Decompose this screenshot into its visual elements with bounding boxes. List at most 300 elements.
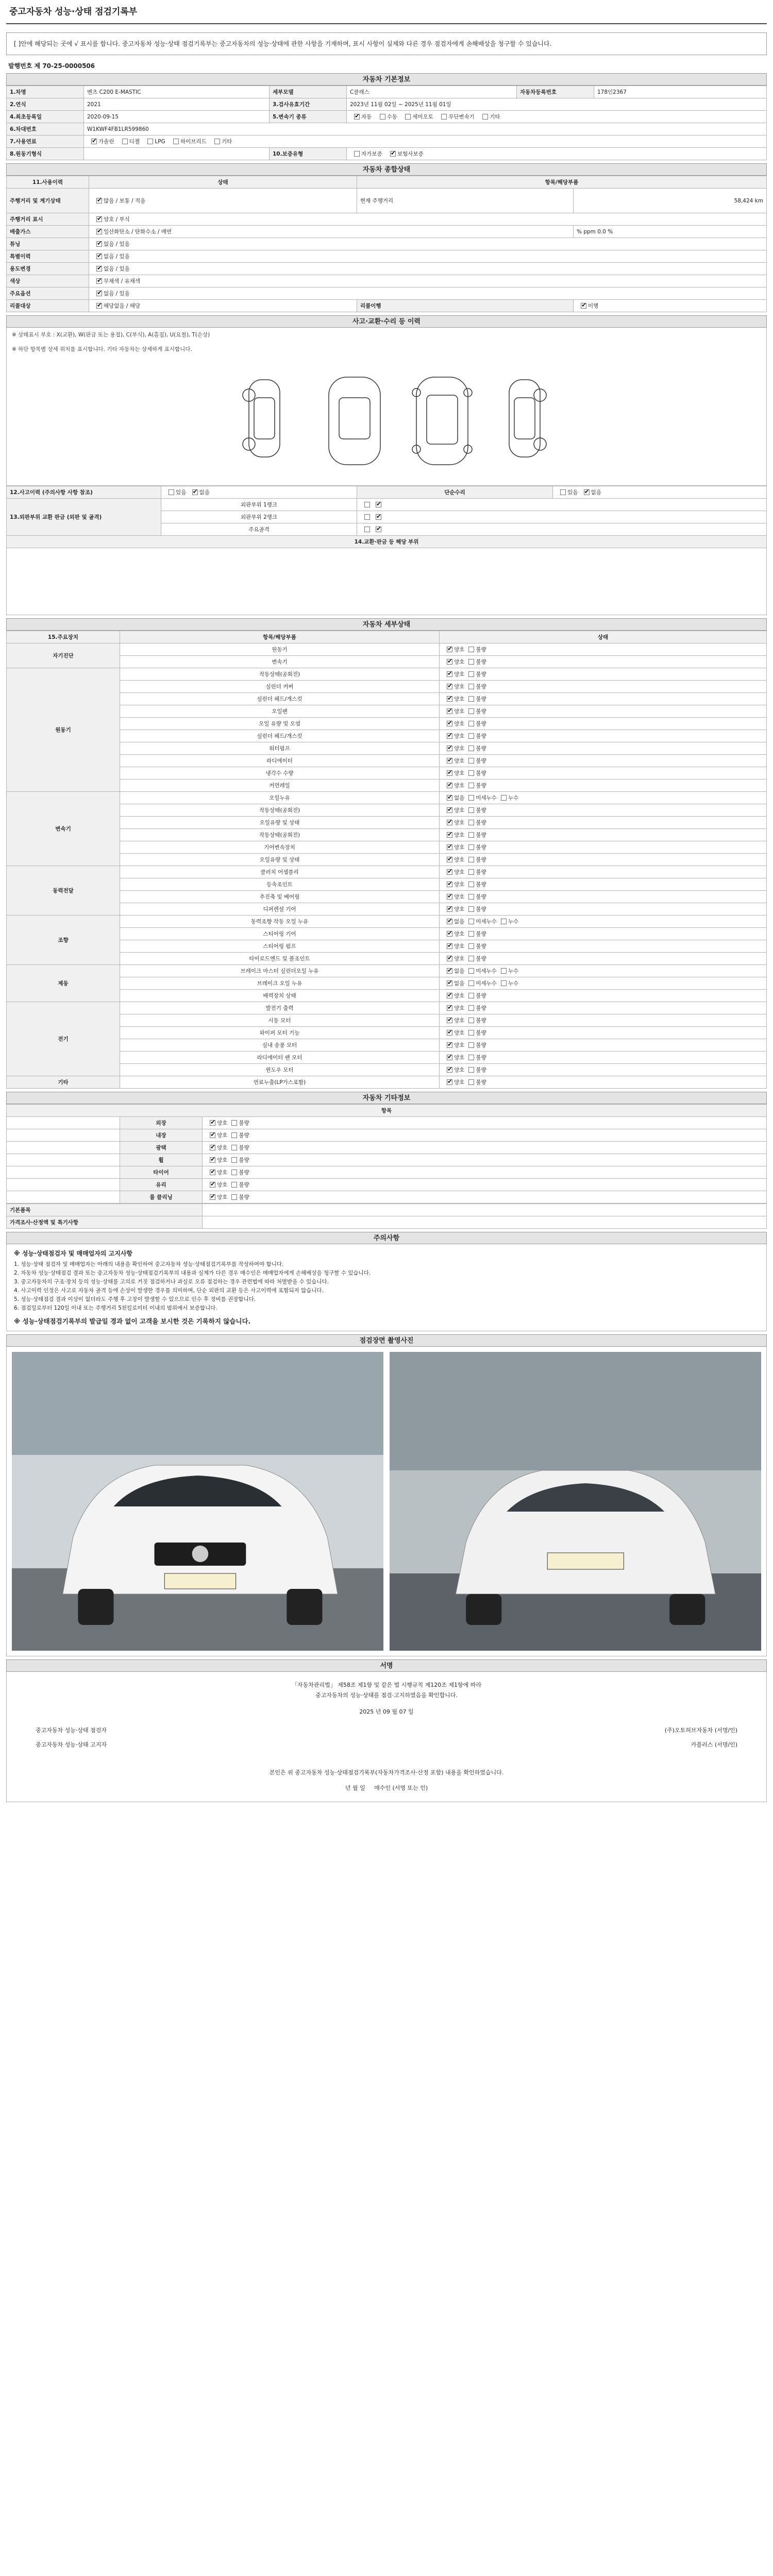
checkbox[interactable] bbox=[468, 783, 474, 788]
checkbox-label: 누수 bbox=[508, 795, 519, 801]
checkbox[interactable] bbox=[468, 1005, 474, 1011]
detail-item-state bbox=[440, 1076, 767, 1089]
checkbox[interactable] bbox=[447, 758, 452, 764]
checkbox-label: 양호 bbox=[454, 869, 465, 875]
detail-item-state bbox=[440, 854, 767, 866]
checkbox[interactable] bbox=[468, 820, 474, 825]
checkbox[interactable] bbox=[96, 229, 102, 234]
detail-item-state bbox=[440, 730, 767, 742]
checkbox[interactable] bbox=[468, 733, 474, 739]
checkbox[interactable] bbox=[447, 745, 452, 751]
detail-row bbox=[7, 829, 767, 841]
checkbox[interactable] bbox=[380, 114, 385, 120]
detail-row bbox=[7, 1052, 767, 1064]
detail-item-state bbox=[440, 1064, 767, 1076]
checkbox[interactable] bbox=[468, 696, 474, 702]
checkbox[interactable] bbox=[501, 968, 507, 974]
checkbox[interactable] bbox=[390, 151, 396, 157]
checkbox[interactable] bbox=[231, 1145, 237, 1150]
detail-item-name: 스티어링 기어 bbox=[120, 928, 440, 940]
detail-row bbox=[7, 953, 767, 965]
checkbox[interactable] bbox=[468, 1018, 474, 1023]
checkbox[interactable] bbox=[364, 502, 370, 507]
checkbox-label: 양호 bbox=[454, 956, 465, 962]
checkbox[interactable] bbox=[354, 151, 360, 157]
checkbox[interactable] bbox=[468, 968, 474, 974]
checkbox[interactable] bbox=[468, 807, 474, 813]
checkbox[interactable] bbox=[468, 943, 474, 949]
checkbox-label: 불량 bbox=[476, 1055, 486, 1061]
checkbox[interactable] bbox=[447, 807, 452, 813]
detail-item-name: 오일유량 및 상태 bbox=[120, 817, 440, 829]
basic-info-table bbox=[6, 86, 767, 160]
checkbox[interactable] bbox=[468, 869, 474, 875]
header-usage: 11.사용이력 bbox=[7, 176, 89, 189]
checkbox[interactable] bbox=[468, 1042, 474, 1048]
checkbox[interactable] bbox=[468, 919, 474, 924]
general-item: 주행거리 및 계기상태 bbox=[7, 189, 89, 213]
detail-item-name: 작동상태(공회전) bbox=[120, 829, 440, 841]
detail-row bbox=[7, 965, 767, 977]
general-row: 배출가스 ✔ 일산화탄소 / 탄화수소 / 매연 % ppm 0.0 % bbox=[7, 226, 767, 238]
other-item-name: 내장 bbox=[120, 1129, 203, 1142]
other-row bbox=[7, 1129, 767, 1142]
checkbox-label: 양호 bbox=[454, 844, 465, 851]
caution-line: 6. 점검일로부터 120일 이내 또는 주행거리 5천킬로미터 이내의 범위에서 보증합니다. bbox=[14, 1305, 217, 1311]
caution-line: 5. 성능·상태점검 결과 이상이 없더라도 주행 후 고장이 발생할 수 있으므로 인수 후 정비를 권장합니다. bbox=[14, 1296, 256, 1302]
checkbox[interactable] bbox=[214, 139, 220, 144]
detail-item-name: 실린더 커버 bbox=[120, 681, 440, 693]
detail-row bbox=[7, 643, 767, 656]
checkbox-label: 양호 bbox=[454, 857, 465, 863]
detail-item-state bbox=[440, 1027, 767, 1039]
checkbox[interactable] bbox=[447, 882, 452, 887]
checkbox[interactable] bbox=[447, 783, 452, 788]
checkbox[interactable] bbox=[468, 671, 474, 677]
checkbox[interactable] bbox=[210, 1194, 215, 1200]
basic-row-year bbox=[7, 98, 767, 111]
detail-item-state bbox=[440, 804, 767, 817]
detail-row bbox=[7, 681, 767, 693]
checkbox[interactable] bbox=[447, 1042, 452, 1048]
value-first-reg: 2020-09-15 bbox=[84, 111, 270, 123]
checkbox[interactable] bbox=[96, 198, 102, 204]
checkbox-label: 불량 bbox=[476, 906, 486, 912]
value-sub-model: C클래스 bbox=[347, 86, 517, 98]
checkbox[interactable] bbox=[447, 820, 452, 825]
checkbox[interactable] bbox=[468, 1067, 474, 1073]
detail-row bbox=[7, 1076, 767, 1089]
checkbox[interactable] bbox=[447, 919, 452, 924]
detail-item-state bbox=[440, 767, 767, 779]
checkbox[interactable] bbox=[447, 1030, 452, 1036]
sign-statement-2: 중고자동차의 성능·상태를 점검·고지하였음을 확인합니다. bbox=[315, 1692, 458, 1699]
checkbox[interactable] bbox=[468, 708, 474, 714]
checkbox[interactable] bbox=[468, 659, 474, 665]
other-row bbox=[7, 1166, 767, 1179]
checkbox-label: 양호 bbox=[454, 770, 465, 776]
checkbox-label: 누수 bbox=[508, 968, 519, 974]
checkbox-label: 양호 bbox=[217, 1194, 228, 1200]
checkbox-label: 불량 bbox=[476, 659, 486, 665]
checkbox-label: 불량 bbox=[476, 993, 486, 999]
general-row: 특별이력 ✔ 없음 / 있음 bbox=[7, 250, 767, 263]
detail-item-state bbox=[440, 1002, 767, 1014]
checkbox-label: 불량 bbox=[476, 696, 486, 702]
checkbox[interactable] bbox=[501, 980, 507, 986]
detail-item-name: 라디에이터 bbox=[120, 755, 440, 767]
detail-item-state bbox=[440, 940, 767, 953]
checkbox[interactable] bbox=[468, 1055, 474, 1060]
checkbox[interactable] bbox=[447, 943, 452, 949]
checkbox[interactable] bbox=[96, 303, 102, 309]
general-row: 주요옵션 ✔ 없음 / 있음 bbox=[7, 287, 767, 300]
checkbox[interactable] bbox=[468, 684, 474, 689]
general-row: 색상 ✔ 무채색 / 유채색 bbox=[7, 275, 767, 287]
checkbox[interactable] bbox=[447, 708, 452, 714]
checkbox[interactable] bbox=[210, 1120, 215, 1126]
checkbox[interactable] bbox=[192, 489, 198, 495]
general-row: 주행거리 표시 ✔ 양호 / 부식 bbox=[7, 213, 767, 226]
checkbox[interactable] bbox=[96, 291, 102, 296]
car-diagram bbox=[7, 357, 766, 485]
checkbox[interactable] bbox=[210, 1157, 215, 1163]
checkbox[interactable] bbox=[584, 489, 590, 495]
checkbox-label: 양호 bbox=[454, 783, 465, 789]
checkbox[interactable] bbox=[468, 857, 474, 862]
checkbox[interactable] bbox=[354, 114, 360, 120]
caution-line: 3. 중고자동차의 구조·장치 등의 성능·상태를 고의로 거짓 점검하거나 과실로 오류 점검하는 경우 관련법에 따라 처벌받을 수 있습니다. bbox=[14, 1279, 329, 1285]
checkbox[interactable] bbox=[376, 502, 381, 507]
checkbox[interactable] bbox=[468, 758, 474, 764]
checkbox[interactable] bbox=[447, 894, 452, 900]
checkbox[interactable] bbox=[231, 1182, 237, 1188]
detail-group-name: 기타 bbox=[7, 1076, 120, 1089]
other-row bbox=[7, 1179, 767, 1191]
checkbox[interactable] bbox=[468, 931, 474, 937]
section-sign-title: 서명 bbox=[6, 1659, 767, 1672]
checkbox[interactable] bbox=[447, 1079, 452, 1085]
detail-row bbox=[7, 792, 767, 804]
basic-row-vin bbox=[7, 123, 767, 135]
checkbox[interactable] bbox=[447, 993, 452, 998]
checkbox[interactable] bbox=[96, 253, 102, 259]
checkbox-label: 양호 bbox=[454, 894, 465, 900]
detail-item-name: 오일유량 및 상태 bbox=[120, 854, 440, 866]
label-transmission: 5.변속기 종류 bbox=[270, 111, 347, 123]
detail-item-state bbox=[440, 718, 767, 730]
checkbox[interactable] bbox=[447, 844, 452, 850]
detail-item-state bbox=[440, 903, 767, 916]
checkbox[interactable] bbox=[364, 514, 370, 520]
checkbox[interactable] bbox=[405, 114, 411, 120]
checkbox-label: 미세누수 bbox=[476, 795, 497, 801]
checkbox[interactable] bbox=[468, 882, 474, 887]
accident-table: 12.사고이력 (주의사항 사항 참조) 있음 ✔ 없음 단순수리 있음 ✔ 없음 13.외판부위 교환 판금 (외판 및 골격) 외판부위 1랭크 ✔ 외판부위 2랭크 ✔ 주요골격 ✔ 14.교환·판금 등 해당 부위 bbox=[6, 486, 767, 615]
car-top-rear-icon bbox=[412, 377, 472, 465]
label-year: 2.연식 bbox=[7, 98, 84, 111]
detail-item-name: 실린더 헤드/개스킷 bbox=[120, 693, 440, 705]
checkbox-label: 양호 bbox=[217, 1157, 228, 1163]
checkbox[interactable] bbox=[231, 1170, 237, 1175]
checkbox[interactable] bbox=[210, 1170, 215, 1175]
checkbox[interactable] bbox=[447, 659, 452, 665]
other-row bbox=[7, 1117, 767, 1129]
detail-group-name: 변속기 bbox=[7, 792, 120, 866]
checkbox[interactable] bbox=[501, 795, 507, 801]
other-item-name: 유리 bbox=[120, 1179, 203, 1191]
inspection-photo-front bbox=[12, 1352, 383, 1651]
basic-row-engine bbox=[7, 148, 767, 160]
checkbox-label: 불량 bbox=[476, 708, 486, 715]
detail-item-name: 워터펌프 bbox=[120, 742, 440, 755]
checkbox-label: 불량 bbox=[239, 1194, 249, 1200]
checkbox[interactable] bbox=[447, 1067, 452, 1073]
car-outline-diagram bbox=[7, 357, 767, 485]
checkbox-label: 양호 bbox=[454, 832, 465, 838]
detail-item-name: 원동기 bbox=[120, 643, 440, 656]
checkbox[interactable] bbox=[96, 216, 102, 222]
detail-item-state bbox=[440, 705, 767, 718]
inspector-value: (주)오토허브자동차 (서명/인) bbox=[664, 1727, 737, 1734]
checkbox[interactable] bbox=[468, 993, 474, 998]
detail-item-state bbox=[440, 693, 767, 705]
detail-item-name: 브레이크 오일 누유 bbox=[120, 977, 440, 990]
checkbox[interactable] bbox=[96, 278, 102, 284]
checkbox[interactable] bbox=[468, 795, 474, 801]
caution-line: 4. 사고이력 인정은 사고로 자동차 골격 등에 손상이 발생한 경우를 의미하며, 단순 외판의 교환 등은 사고이력에 포함되지 않습니다. bbox=[14, 1287, 324, 1294]
label-first-reg: 4.최초등록일 bbox=[7, 111, 84, 123]
checkbox[interactable] bbox=[447, 980, 452, 986]
label-inspection-period: 3.검사유효기간 bbox=[270, 98, 347, 111]
checkbox[interactable] bbox=[468, 956, 474, 961]
detail-group-name: 제동 bbox=[7, 965, 120, 1002]
detail-item-name: 오일 유량 및 오염 bbox=[120, 718, 440, 730]
checkbox[interactable] bbox=[169, 489, 174, 495]
checkbox[interactable] bbox=[447, 968, 452, 974]
checkbox-label: 불량 bbox=[476, 894, 486, 900]
checkbox[interactable] bbox=[210, 1145, 215, 1150]
checkbox[interactable] bbox=[447, 869, 452, 875]
detail-item-state bbox=[440, 841, 767, 854]
other-item-state bbox=[203, 1179, 767, 1191]
checkbox[interactable] bbox=[447, 721, 452, 726]
checkbox[interactable] bbox=[468, 980, 474, 986]
value-engine-type bbox=[84, 148, 270, 160]
detail-item-name: 커먼레일 bbox=[120, 779, 440, 792]
general-row: 튜닝 ✔ 없음 / 있음 bbox=[7, 238, 767, 250]
checkbox-label: 불량 bbox=[239, 1132, 249, 1139]
detail-item-state bbox=[440, 953, 767, 965]
checkbox-label: 양호 bbox=[454, 733, 465, 739]
other-item-state bbox=[203, 1154, 767, 1166]
caution-line: 2. 자동차 성능·상태점검 결과 또는 중고자동차 성능·상태점검기록부의 내용과 실제가 다른 경우 매수인은 매매업자에게 손해배상을 청구할 수 있습니다. bbox=[14, 1270, 371, 1276]
document-title: 중고자동차 성능·상태 점검기록부 bbox=[6, 0, 767, 24]
checkbox[interactable] bbox=[447, 857, 452, 862]
checkbox[interactable] bbox=[468, 721, 474, 726]
checkbox[interactable] bbox=[231, 1157, 237, 1163]
checkbox[interactable] bbox=[468, 894, 474, 900]
checkbox[interactable] bbox=[447, 1055, 452, 1060]
checkbox-label: 불량 bbox=[476, 671, 486, 677]
checkbox-label: 없음 bbox=[454, 968, 465, 974]
checkbox[interactable] bbox=[231, 1132, 237, 1138]
other-item-state bbox=[203, 1166, 767, 1179]
checkbox[interactable] bbox=[447, 770, 452, 776]
mileage-value: 58,424 km bbox=[574, 189, 767, 213]
checkbox-label: 양호 bbox=[454, 1005, 465, 1011]
document-number-value: 70-25-0000506 bbox=[42, 62, 95, 70]
checkbox-label: 불량 bbox=[476, 1079, 486, 1086]
inspection-photo-rear bbox=[390, 1352, 761, 1651]
checkbox-label: 불량 bbox=[476, 1018, 486, 1024]
checkbox[interactable] bbox=[173, 139, 179, 144]
checkbox[interactable] bbox=[468, 1079, 474, 1085]
checkbox[interactable] bbox=[447, 671, 452, 677]
checkbox[interactable] bbox=[468, 844, 474, 850]
detail-item-state bbox=[440, 965, 767, 977]
checkbox[interactable] bbox=[376, 527, 381, 532]
buyer-date: 년 월 일 bbox=[345, 1785, 365, 1791]
checkbox-label: 불량 bbox=[476, 684, 486, 690]
checkbox[interactable] bbox=[441, 114, 447, 120]
signature-block bbox=[6, 1672, 767, 1802]
checkbox[interactable] bbox=[364, 527, 370, 532]
sign-statement-1: 「자동차관리법」 제58조 제1항 및 같은 법 시행규칙 제120조 제1항에 따라 bbox=[291, 1682, 482, 1688]
fuel-options: ✔ 가솔린 디젤 LPG 하이브리드 기타 bbox=[84, 135, 767, 148]
checkbox-label: 양호 bbox=[454, 943, 465, 950]
detail-row bbox=[7, 779, 767, 792]
checkbox[interactable] bbox=[96, 241, 102, 247]
detail-group-name: 조향 bbox=[7, 916, 120, 965]
checkbox-label: 불량 bbox=[476, 931, 486, 937]
checkbox-label: 양호 bbox=[454, 1018, 465, 1024]
checkbox[interactable] bbox=[468, 647, 474, 652]
car-side-right-icon bbox=[509, 380, 546, 457]
checkbox-label: 불량 bbox=[476, 807, 486, 814]
detail-item-state bbox=[440, 977, 767, 990]
car-photo-rear-icon bbox=[390, 1352, 761, 1651]
checkbox-label: 불량 bbox=[476, 820, 486, 826]
detail-item-name: 변속기 bbox=[120, 656, 440, 668]
car-side-left-icon bbox=[243, 380, 280, 457]
detail-row bbox=[7, 804, 767, 817]
checkbox[interactable] bbox=[482, 114, 488, 120]
accident-panel bbox=[6, 328, 767, 486]
checkbox-label: 불량 bbox=[476, 943, 486, 950]
car-photo-front-icon bbox=[12, 1352, 383, 1651]
checkbox[interactable] bbox=[122, 139, 128, 144]
detail-row bbox=[7, 977, 767, 990]
checkbox[interactable] bbox=[468, 745, 474, 751]
detail-item-name: 오일누유 bbox=[120, 792, 440, 804]
checkbox[interactable] bbox=[468, 770, 474, 776]
detail-item-name: 냉각수 수량 bbox=[120, 767, 440, 779]
checkbox[interactable] bbox=[468, 832, 474, 838]
basic-row-fuel bbox=[7, 135, 767, 148]
checkbox[interactable] bbox=[447, 832, 452, 838]
checkbox-label: 불량 bbox=[476, 882, 486, 888]
checkbox[interactable] bbox=[447, 906, 452, 912]
accident-legend-2: ※ 하단 항목별 상세 위치를 표시합니다. 기타 자동차는 상세하게 표시합니다. bbox=[12, 346, 192, 352]
checkbox[interactable] bbox=[447, 795, 452, 801]
checkbox[interactable] bbox=[147, 139, 153, 144]
checkbox[interactable] bbox=[447, 1005, 452, 1011]
checkbox[interactable] bbox=[91, 139, 97, 144]
detail-item-name: 추진축 및 베어링 bbox=[120, 891, 440, 903]
detail-item-name: 동력조향 작동 오일 누유 bbox=[120, 916, 440, 928]
detail-item-name: 클러치 어셈블리 bbox=[120, 866, 440, 878]
checkbox[interactable] bbox=[210, 1182, 215, 1188]
general-row: 리콜대상 ✔ 해당없음 / 해당 리콜이행 ✔ 이행 bbox=[7, 300, 767, 312]
checkbox[interactable] bbox=[447, 956, 452, 961]
caution-line: 1. 성능·상태 점검자 및 매매업자는 아래의 내용을 확인하여 중고자동차 성능·상태점검기록부를 작성하여야 합니다. bbox=[14, 1261, 284, 1267]
detail-row bbox=[7, 742, 767, 755]
value-inspection-period: 2023년 11월 02일 ~ 2025년 11월 01일 bbox=[347, 98, 767, 111]
label-engine-type: 8.원동기형식 bbox=[7, 148, 84, 160]
detail-row bbox=[7, 1027, 767, 1039]
checkbox-label: 불량 bbox=[476, 844, 486, 851]
detail-item-name: 발전기 출력 bbox=[120, 1002, 440, 1014]
checkbox[interactable] bbox=[501, 919, 507, 924]
checkbox[interactable] bbox=[468, 906, 474, 912]
detail-group-name: 동력전달 bbox=[7, 866, 120, 916]
document-number-label: 발행번호 제 bbox=[8, 62, 41, 70]
checkbox[interactable] bbox=[581, 303, 586, 309]
checkbox-label: 양호 bbox=[454, 647, 465, 653]
other-row bbox=[7, 1154, 767, 1166]
checkbox[interactable] bbox=[468, 1030, 474, 1036]
other-item-name: 타이어 bbox=[120, 1166, 203, 1179]
detail-row bbox=[7, 693, 767, 705]
checkbox[interactable] bbox=[96, 266, 102, 272]
detail-item-name: 시동 모터 bbox=[120, 1014, 440, 1027]
detail-item-name: 라디에이터 팬 모터 bbox=[120, 1052, 440, 1064]
checkbox-label: 양호 bbox=[454, 1042, 465, 1048]
checkbox-label: 누수 bbox=[508, 919, 519, 925]
checkbox-label: 양호 bbox=[454, 758, 465, 764]
other-row bbox=[7, 1191, 767, 1204]
checkbox-label: 양호 bbox=[454, 696, 465, 702]
detail-item-state bbox=[440, 1014, 767, 1027]
basic-row-car-name bbox=[7, 86, 767, 98]
transmission-options: ✔ 자동 수동 세미오토 무단변속기 기타 bbox=[347, 111, 767, 123]
checkbox[interactable] bbox=[447, 647, 452, 652]
checkbox[interactable] bbox=[447, 684, 452, 689]
checkbox[interactable] bbox=[210, 1132, 215, 1138]
checkbox[interactable] bbox=[447, 733, 452, 739]
detail-item-state bbox=[440, 866, 767, 878]
detail-row bbox=[7, 656, 767, 668]
detail-item-state bbox=[440, 779, 767, 792]
checkbox-label: 불량 bbox=[476, 956, 486, 962]
checkbox[interactable] bbox=[447, 1018, 452, 1023]
dealer-label: 중고자동차 성능·상태 고지자 bbox=[36, 1741, 107, 1748]
checkbox[interactable] bbox=[447, 696, 452, 702]
checkbox[interactable] bbox=[560, 489, 566, 495]
checkbox-label: 불량 bbox=[476, 832, 486, 838]
checkbox[interactable] bbox=[376, 514, 381, 520]
inspector-label: 중고자동차 성능·상태 점검자 bbox=[36, 1727, 107, 1734]
checkbox-label: 불량 bbox=[239, 1157, 249, 1163]
checkbox-label: 불량 bbox=[476, 857, 486, 863]
checkbox-label: 양호 bbox=[454, 906, 465, 912]
checkbox[interactable] bbox=[231, 1194, 237, 1200]
detail-item-name: 실내 송풍 모터 bbox=[120, 1039, 440, 1052]
checkbox[interactable] bbox=[231, 1120, 237, 1126]
checkbox[interactable] bbox=[447, 931, 452, 937]
caution-footer: ※ 성능·상태점검기록부의 발급일 경과 없이 고객을 보시한 것은 기록하지 않습니다. bbox=[14, 1317, 251, 1325]
